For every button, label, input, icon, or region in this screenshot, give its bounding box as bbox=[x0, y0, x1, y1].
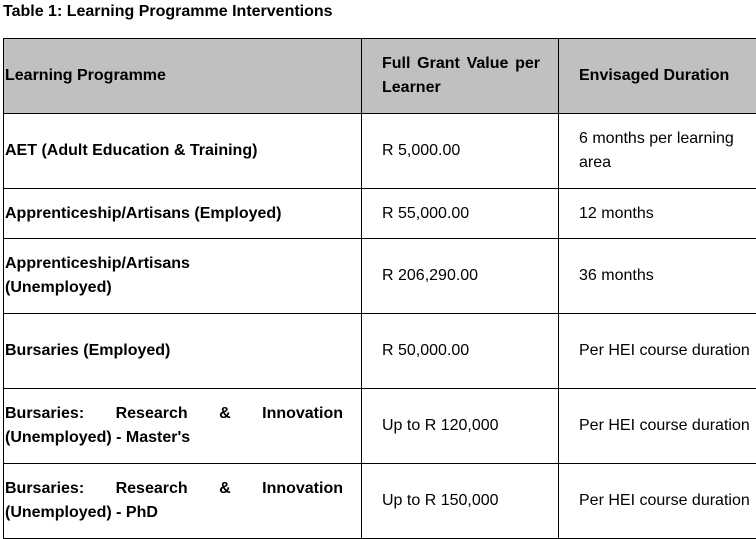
cell-duration: Per HEI course duration bbox=[559, 314, 756, 389]
cell-duration: Per HEI course duration bbox=[559, 389, 756, 464]
cell-duration: 6 months per learning area bbox=[559, 114, 756, 189]
table-row bbox=[4, 189, 756, 239]
cell-grant: R 206,290.00 bbox=[362, 239, 559, 314]
header-full-grant-value: Full Grant Value per Learner bbox=[362, 39, 559, 114]
cell-programme: Apprenticeship/Artisans (Unemployed) bbox=[4, 239, 362, 314]
cell-grant: R 5,000.00 bbox=[362, 114, 559, 189]
cell-duration: 12 months bbox=[559, 189, 756, 239]
cell-duration: Per HEI course duration bbox=[559, 464, 756, 539]
cell-programme: Bursaries (Employed) bbox=[4, 314, 362, 389]
table-row bbox=[4, 464, 756, 539]
cell-grant: Up to R 150,000 bbox=[362, 464, 559, 539]
learning-programme-table bbox=[3, 38, 756, 539]
cell-programme: Bursaries: Research & Innovation (Unemployed) - PhD bbox=[4, 464, 362, 539]
table-row bbox=[4, 314, 756, 389]
cell-duration: 36 months bbox=[559, 239, 756, 314]
header-envisaged-duration: Envisaged Duration bbox=[559, 39, 756, 114]
cell-grant: R 55,000.00 bbox=[362, 189, 559, 239]
table-row bbox=[4, 389, 756, 464]
table-caption: Table 1: Learning Programme Interventions bbox=[3, 2, 333, 22]
table-header-row bbox=[4, 39, 756, 114]
table-row bbox=[4, 239, 756, 314]
header-learning-programme: Learning Programme bbox=[4, 39, 362, 114]
cell-programme: AET (Adult Education & Training) bbox=[4, 114, 362, 189]
cell-programme: Bursaries: Research & Innovation (Unemployed) - Master's bbox=[4, 389, 362, 464]
cell-grant: R 50,000.00 bbox=[362, 314, 559, 389]
cell-grant: Up to R 120,000 bbox=[362, 389, 559, 464]
cell-programme: Apprenticeship/Artisans (Employed) bbox=[4, 189, 362, 239]
table-row bbox=[4, 114, 756, 189]
